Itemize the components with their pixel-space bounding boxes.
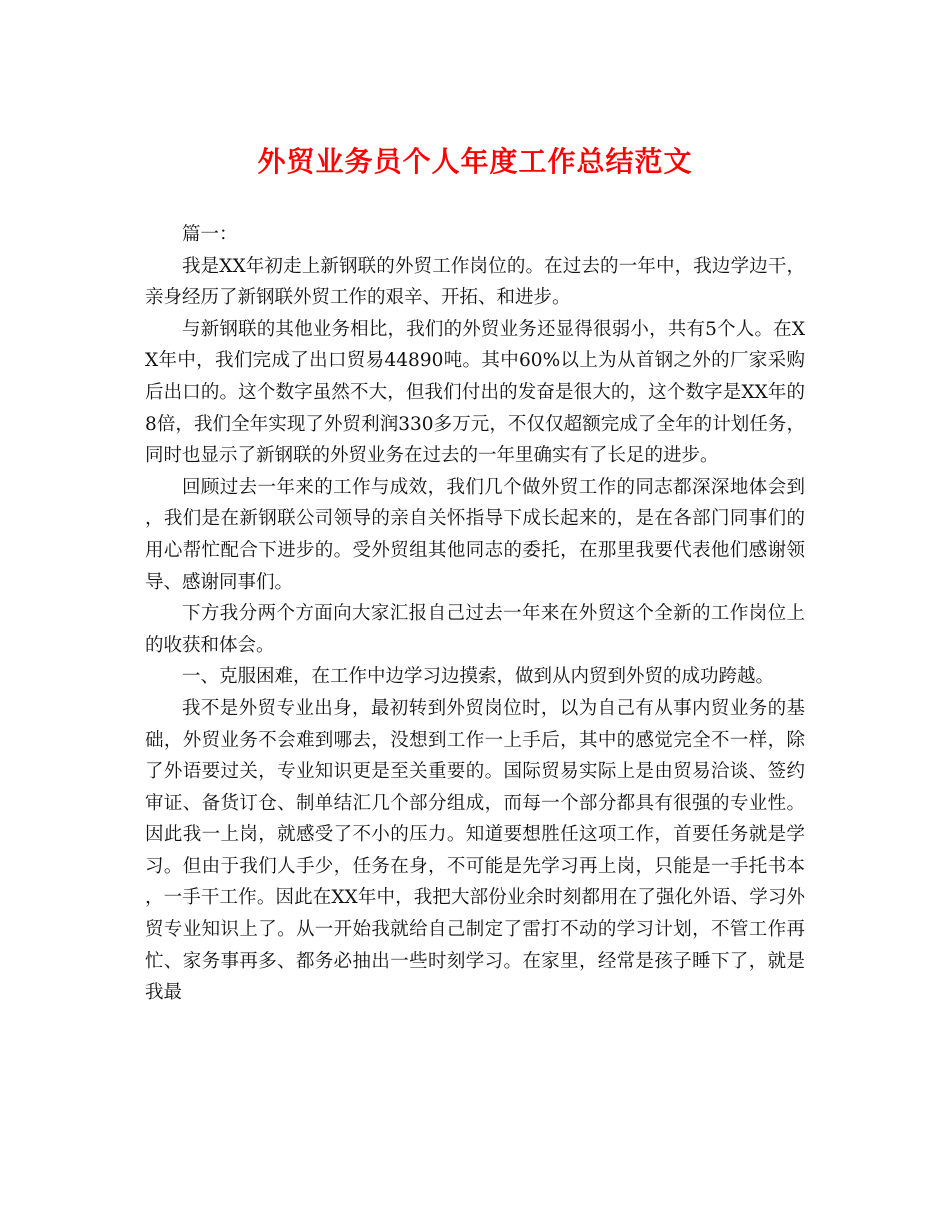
document-body (145, 219, 805, 1009)
paragraph: 我不是外贸专业出身，最初转到外贸岗位时，以为自己有从事内贸业务的基础，外贸业务不会难到哪去，没想到工作一上手后，其中的感觉完全不一样，除了外语要过关，专业知识更是至关重要的。国际贸易实际上是由贸易洽谈、签约审证、备货订仓、制单结汇几个部分组成，而每一个部分都具有很强的专业性。因此我一上岗，就感受了不小的压力。知道要想胜任这项工作，首要任务就是学习。但由于我们人手少，任务在身，不可能是先学习再上岗，只能是一手托书本，一手干工作。因此在XX年中，我把大部份业余时刻都用在了强化外语、学习外贸专业知识上了。从一开始我就给自己制定了雷打不动的学习计划，不管工作再忙、家务事再多、都务必抽出一些时刻学习。在家里，经常是孩子睡下了，就是我最 (145, 697, 805, 1004)
paragraph: 与新钢联的其他业务相比，我们的外贸业务还显得很弱小，共有5个人。在XX年中，我们完成了出口贸易44890吨。其中60%以上为从首钢之外的厂家采购后出口的。这个数字虽然不大，但我们付出的发奋是很大的，这个数字是XX年的8倍，我们全年实现了外贸利润330多万元，不仅仅超额完成了全年的计划任务，同时也显示了新钢联的外贸业务在过去的一年里确实有了长足的进步。 (145, 318, 805, 467)
paragraph: 下方我分两个方面向大家汇报自己过去一年来在外贸这个全新的工作岗位上的收获和体会。 (145, 603, 805, 656)
paragraph-heading: 一、克服困难，在工作中边学习边摸索，做到从内贸到外贸的成功跨越。 (182, 666, 775, 688)
paragraph: 回顾过去一年来的工作与成效，我们几个做外贸工作的同志都深深地体会到，我们是在新钢联公司领导的亲自关怀指导下成长起来的，是在各部门同事们的用心帮忙配合下进步的。受外贸组其他同志的委托，在那里我要代表他们感谢领导、感谢同事们。 (145, 476, 805, 593)
document-title: 外贸业务员个人年度工作总结范文 (257, 145, 693, 178)
paragraph-section-label: 篇一： (182, 224, 238, 245)
paragraph: 我是XX年初走上新钢联的外贸工作岗位的。在过去的一年中，我边学边干，亲身经历了新钢联外贸工作的艰辛、开拓、和进步。 (145, 255, 805, 309)
